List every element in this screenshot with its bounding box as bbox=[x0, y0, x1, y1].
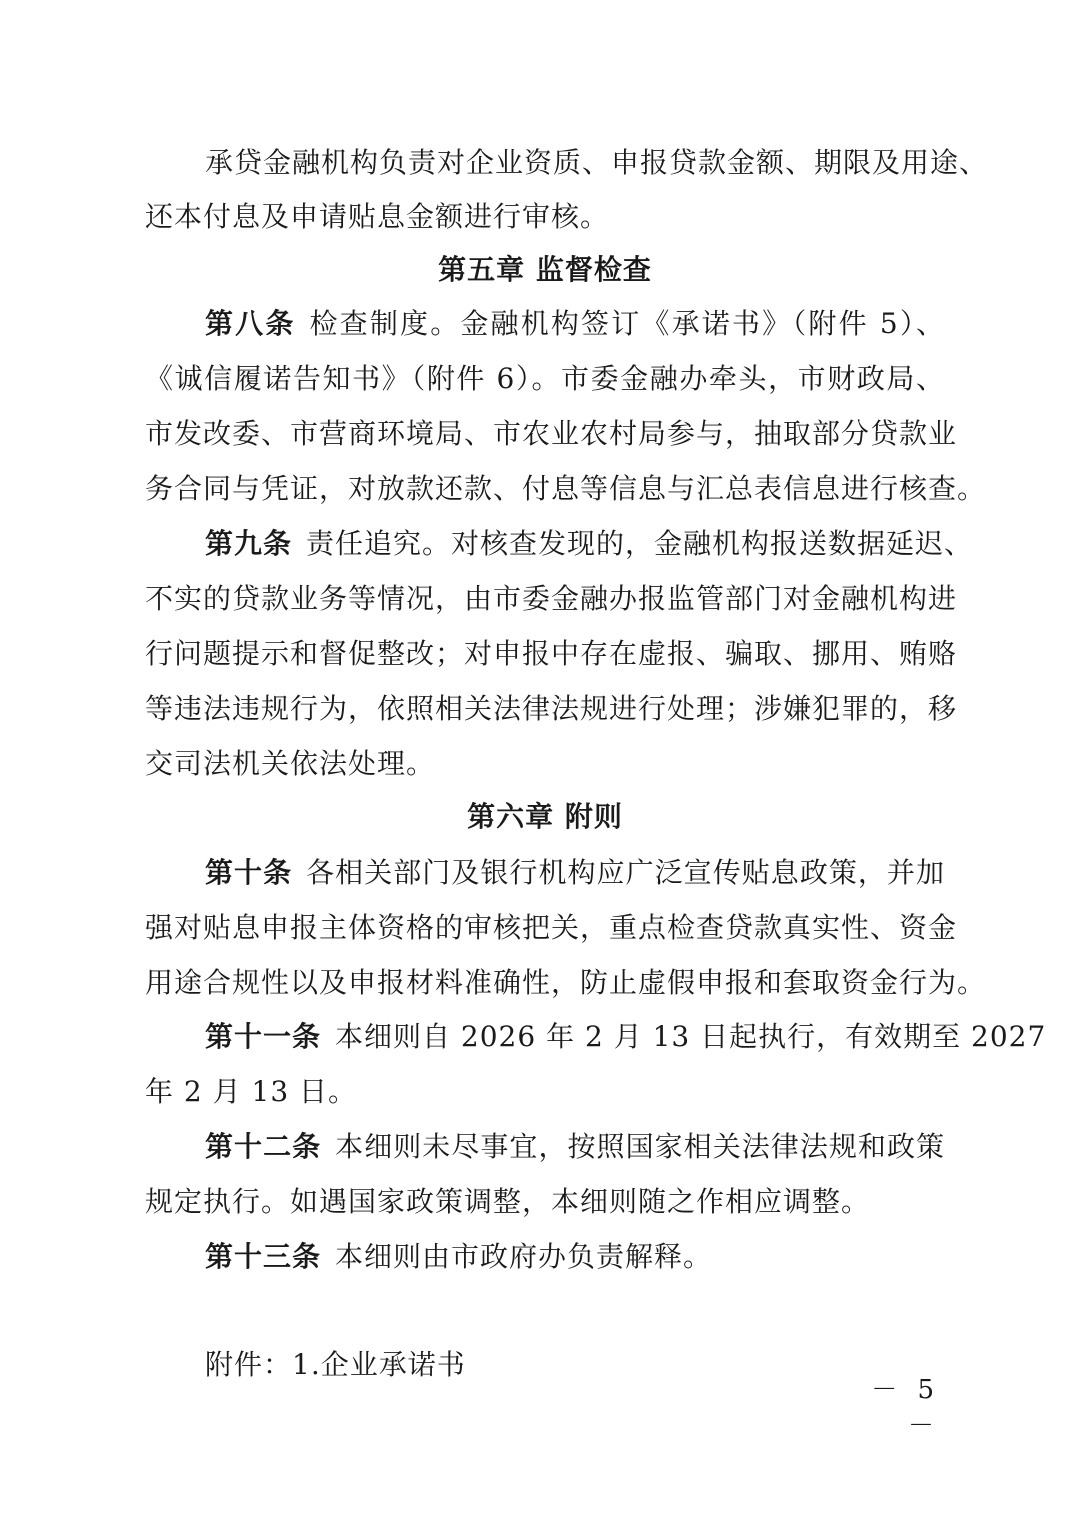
article-8-line-4: 务合同与凭证，对放款还款、付息等信息与汇总表信息进行核查。 bbox=[145, 472, 987, 505]
article-12-line-1 bbox=[205, 1127, 945, 1167]
article-10-line-3: 用途合规性以及申报材料准确性，防止虚假申报和套取资金行为。 bbox=[145, 966, 987, 999]
article-9-line-2: 不实的贷款业务等情况，由市委金融办报监管部门对金融机构进 bbox=[145, 582, 958, 615]
article-8-line-3: 市发改委、市营商环境局、市农业农村局参与，抽取部分贷款业 bbox=[145, 417, 958, 450]
article-12-line-2: 规定执行。如遇国家政策调整，本细则随之作相应调整。 bbox=[145, 1185, 871, 1218]
article-8-text-1: 检查制度。金融机构签订《承诺书》（附件 5）、 bbox=[309, 307, 945, 340]
article-11-line-2: 年 2 月 13 日。 bbox=[145, 1075, 358, 1108]
article-10-line-2: 强对贴息申报主体资格的审核把关，重点检查贷款真实性、资金 bbox=[145, 911, 958, 944]
chapter-5-title: 第五章 监督检查 bbox=[438, 253, 652, 286]
article-8-label: 第八条 bbox=[205, 307, 296, 340]
article-9-line-5: 交司法机关依法处理。 bbox=[145, 747, 436, 780]
attachment-line: 附件：1.企业承诺书 bbox=[205, 1348, 466, 1381]
article-9-line-4: 等违法违规行为，依照相关法律法规进行处理；涉嫌犯罪的，移 bbox=[145, 692, 958, 725]
article-9-line-1 bbox=[205, 524, 974, 564]
article-13-label: 第十三条 bbox=[205, 1240, 322, 1273]
article-11-label: 第十一条 bbox=[205, 1020, 322, 1053]
article-10-line-1 bbox=[205, 853, 945, 893]
article-10-label: 第十条 bbox=[205, 856, 293, 889]
intro-line-2: 还本付息及申请贴息金额进行审核。 bbox=[145, 200, 610, 233]
article-11-text-1: 本细则自 2026 年 2 月 13 日起执行，有效期至 2027 bbox=[335, 1020, 1047, 1053]
article-13-line-1 bbox=[205, 1237, 945, 1277]
page-number: － 5 － bbox=[871, 1375, 940, 1441]
article-10-text-1: 各相关部门及银行机构应广泛宣传贴息政策，并加 bbox=[306, 856, 945, 889]
article-8-line-2: 《诚信履诺告知书》（附件 6）。市委金融办牵头，市财政局、 bbox=[145, 362, 945, 395]
article-13-text-1: 本细则由市政府办负责解释。 bbox=[335, 1240, 713, 1273]
article-9-text-1: 责任追究。对核查发现的，金融机构报送数据延迟、 bbox=[306, 527, 974, 560]
article-8-line-1 bbox=[205, 304, 945, 344]
chapter-6-title: 第六章 附则 bbox=[467, 800, 623, 833]
article-9-label: 第九条 bbox=[205, 527, 293, 560]
intro-line-1: 承贷金融机构负责对企业资质、申报贷款金额、期限及用途、 bbox=[205, 146, 989, 179]
article-9-line-3: 行问题提示和督促整改；对申报中存在虚报、骗取、挪用、贿赂 bbox=[145, 637, 958, 670]
article-12-text-1: 本细则未尽事宜，按照国家相关法律法规和政策 bbox=[335, 1130, 945, 1163]
article-11-line-1 bbox=[205, 1017, 1047, 1057]
article-12-label: 第十二条 bbox=[205, 1130, 322, 1163]
